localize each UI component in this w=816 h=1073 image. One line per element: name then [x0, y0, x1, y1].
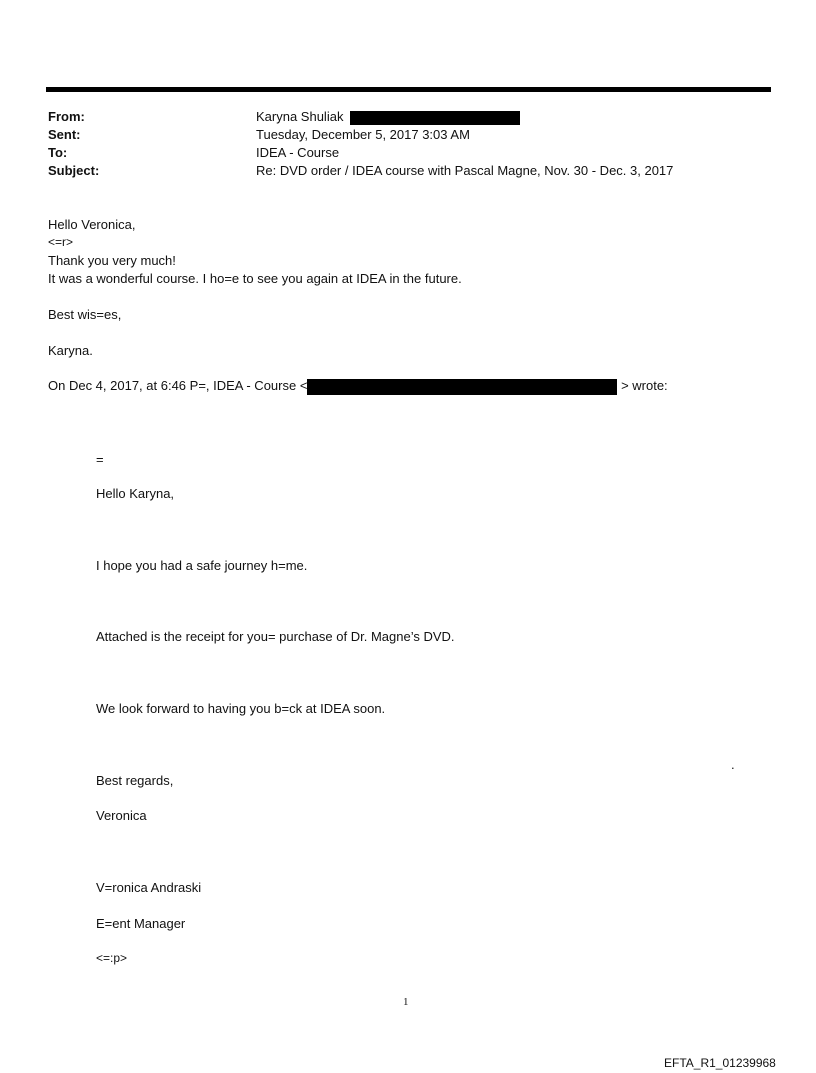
stray-mark: . [731, 757, 735, 772]
reply-signature: Karyna. [48, 343, 93, 358]
to-label: To: [48, 145, 68, 160]
redaction-block [350, 111, 520, 125]
subject-label: Subject: [48, 163, 100, 178]
quoted-full-name: V=ronica Andraski [96, 880, 202, 895]
redaction-block [307, 379, 617, 395]
quote-intro [48, 377, 668, 395]
from-label: From: [48, 109, 85, 124]
quoted-artifact-equals: = [96, 452, 104, 467]
quote-intro-end: > wrote: [621, 378, 668, 393]
quoted-name: Veronica [96, 808, 147, 823]
sent-value: Tuesday, December 5, 2017 3:03 AM [256, 127, 470, 142]
bates-number: EFTA_R1_01239968 [664, 1056, 776, 1070]
quoted-look-forward: We look forward to having you b=ck at IDEA soon. [96, 701, 386, 716]
page-number: 1 [403, 996, 409, 1008]
quote-intro-start: On Dec 4, 2017, at 6:46 P=, IDEA - Course < [48, 378, 308, 393]
sender-name: Karyna Shuliak [256, 109, 344, 124]
reply-course-line: It was a wonderful course. I ho=e to see you again at IDEA in the future. [48, 271, 462, 286]
reply-thanks: Thank you very much! [48, 253, 176, 268]
to-value: IDEA - Course [256, 145, 340, 160]
quoted-journey: I hope you had a safe journey h=me. [96, 558, 308, 573]
quoted-title: E=ent Manager [96, 916, 186, 931]
quoted-greeting: Hello Karyna, [96, 486, 175, 501]
sent-label: Sent: [48, 127, 81, 142]
reply-greeting: Hello Veronica, [48, 217, 136, 232]
encoding-artifact: <=r> [48, 235, 74, 249]
quoted-artifact-p: <=:p> [96, 951, 128, 965]
quoted-attached: Attached is the receipt for you= purchase of Dr. Magne’s DVD. [96, 629, 455, 644]
header-rule [46, 87, 771, 92]
subject-value: Re: DVD order / IDEA course with Pascal Magne, Nov. 30 - Dec. 3, 2017 [256, 163, 674, 178]
quoted-regards: Best regards, [96, 773, 174, 788]
reply-closing: Best wis=es, [48, 307, 122, 322]
from-value [256, 108, 520, 125]
